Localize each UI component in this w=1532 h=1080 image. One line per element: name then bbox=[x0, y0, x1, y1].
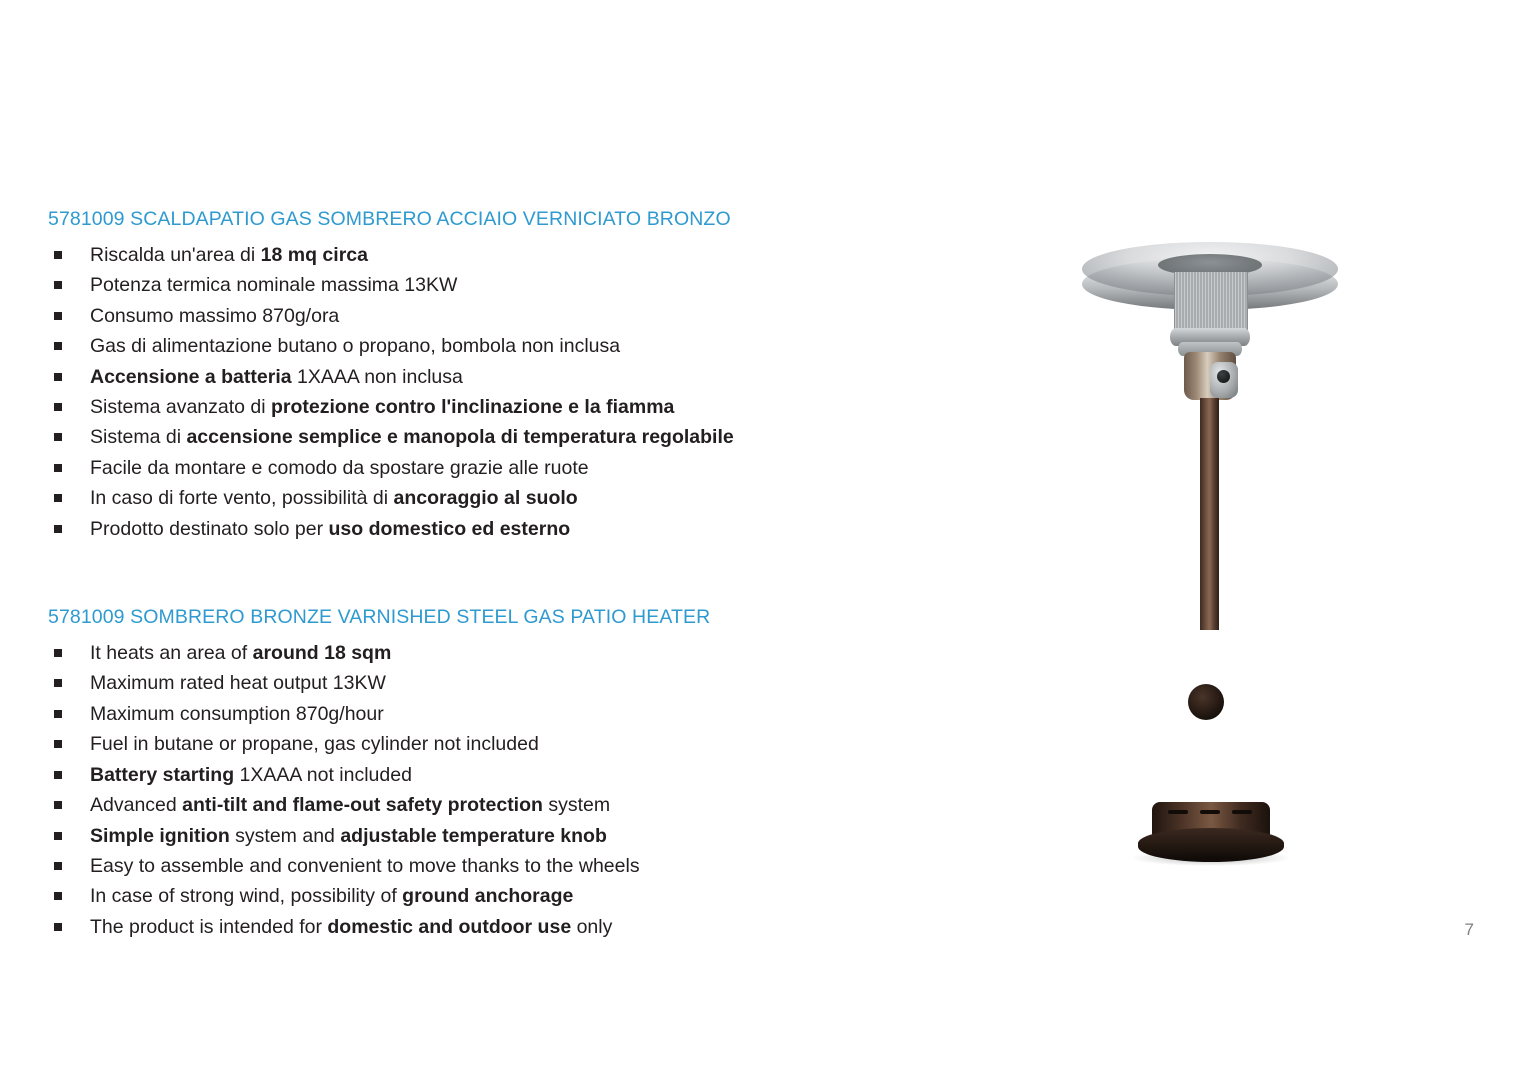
list-item-bold: uso domestico ed esterno bbox=[328, 517, 571, 540]
list-item bbox=[48, 270, 868, 300]
list-item bbox=[48, 362, 868, 392]
bullet-square-icon bbox=[54, 923, 62, 931]
list-item-text: Maximum rated heat output 13KW bbox=[90, 672, 386, 695]
list-item-text: Consumo massimo 870g/ora bbox=[90, 304, 340, 327]
list-item bbox=[48, 912, 868, 942]
list-item-text-tail: system bbox=[542, 794, 611, 817]
section-title-italian: 5781009 SCALDAPATIO GAS SOMBRERO ACCIAIO VERNICIATO BRONZO bbox=[48, 208, 731, 230]
list-item-text: The product is intended for bbox=[90, 915, 328, 938]
list-item-text-tail: 1XAAA not included bbox=[239, 763, 412, 786]
list-item-bold: Battery starting bbox=[90, 763, 240, 786]
list-item-text-tail: 1XAAA non inclusa bbox=[297, 365, 463, 388]
list-item-bold-tail: adjustable temperature knob bbox=[340, 824, 607, 847]
list-item-text: Sistema di bbox=[90, 426, 187, 449]
bullet-square-icon bbox=[54, 740, 62, 748]
section-italian bbox=[48, 208, 868, 544]
bullet-square-icon bbox=[54, 312, 62, 320]
bullet-square-icon bbox=[54, 771, 62, 779]
list-item-bold: Simple ignition bbox=[90, 824, 236, 847]
list-item bbox=[48, 331, 868, 361]
list-item bbox=[48, 514, 868, 544]
bullet-square-icon bbox=[54, 464, 62, 472]
list-item bbox=[48, 760, 868, 790]
feature-list-english bbox=[48, 638, 868, 942]
list-item bbox=[48, 821, 868, 851]
heater-vent-slot bbox=[1200, 810, 1220, 814]
bullet-square-icon bbox=[54, 679, 62, 687]
heater-vent-slot bbox=[1168, 810, 1188, 814]
list-item-text: Potenza termica nominale massima 13KW bbox=[90, 274, 458, 297]
text-column bbox=[48, 208, 868, 942]
list-item bbox=[48, 453, 868, 483]
list-item-text: In case of strong wind, possibility of bbox=[90, 885, 403, 908]
bullet-square-icon bbox=[54, 494, 62, 502]
heater-post bbox=[1200, 398, 1219, 630]
list-item bbox=[48, 699, 868, 729]
bullet-square-icon bbox=[54, 373, 62, 381]
list-item bbox=[48, 240, 868, 270]
heater-vent-slot bbox=[1232, 810, 1252, 814]
list-item bbox=[48, 729, 868, 759]
list-item-text-tail: system and bbox=[235, 824, 341, 847]
list-item-text: Easy to assemble and convenient to move thanks to the wheels bbox=[90, 854, 640, 877]
heater-tank-shell bbox=[1155, 618, 1267, 826]
bullet-square-icon bbox=[54, 433, 62, 441]
bullet-square-icon bbox=[54, 342, 62, 350]
list-item-bold: 18 mq circa bbox=[260, 244, 368, 266]
page-number: 7 bbox=[1464, 920, 1474, 939]
list-item-text: Facile da montare e comodo da spostare grazie alle ruote bbox=[90, 456, 589, 479]
list-item-bold: accensione semplice e manopola di temperatura regolabile bbox=[186, 426, 734, 449]
bullet-square-icon bbox=[54, 403, 62, 411]
bullet-square-icon bbox=[54, 281, 62, 289]
list-item-text: Riscalda un'area di bbox=[90, 244, 261, 266]
bullet-square-icon bbox=[54, 649, 62, 657]
bullet-square-icon bbox=[54, 525, 62, 533]
list-item bbox=[48, 851, 868, 881]
section-title-english: 5781009 SOMBRERO BRONZE VARNISHED STEEL GAS PATIO HEATER bbox=[48, 606, 711, 629]
section-english bbox=[48, 606, 868, 942]
list-item-bold: protezione contro l'inclinazione e la fiamma bbox=[271, 396, 675, 419]
list-item bbox=[48, 483, 868, 513]
list-item bbox=[48, 638, 868, 668]
heater-base-shadow bbox=[1132, 850, 1290, 866]
list-item-text: Advanced bbox=[90, 794, 183, 817]
list-item bbox=[48, 301, 868, 331]
product-image-patio-heater bbox=[1060, 232, 1360, 872]
list-item-bold: domestic and outdoor use bbox=[327, 915, 572, 938]
heater-access-hole bbox=[1188, 684, 1224, 720]
list-item-bold: Accensione a batteria bbox=[90, 365, 297, 388]
bullet-square-icon bbox=[54, 862, 62, 870]
heater-burner-screen bbox=[1174, 272, 1248, 334]
list-item-text: Gas di alimentazione butano o propano, bombola non inclusa bbox=[90, 335, 621, 358]
list-item-text: Prodotto destinato solo per bbox=[90, 517, 329, 540]
list-item-bold: ground anchorage bbox=[402, 885, 574, 908]
list-item bbox=[48, 881, 868, 911]
list-item-bold: anti-tilt and flame-out safety protection bbox=[182, 794, 543, 817]
list-item bbox=[48, 392, 868, 422]
bullet-square-icon bbox=[54, 801, 62, 809]
bullet-square-icon bbox=[54, 892, 62, 900]
list-item bbox=[48, 790, 868, 820]
bullet-square-icon bbox=[54, 832, 62, 840]
list-item-text: In caso di forte vento, possibilità di bbox=[90, 487, 394, 510]
list-item bbox=[48, 422, 868, 452]
list-item-text: It heats an area of bbox=[90, 642, 253, 665]
heater-control-knob bbox=[1217, 370, 1230, 383]
list-item-bold: around 18 sqm bbox=[252, 642, 392, 665]
bullet-square-icon bbox=[54, 251, 62, 259]
bullet-square-icon bbox=[54, 710, 62, 718]
list-item-text: Sistema avanzato di bbox=[90, 396, 272, 419]
feature-list-italian bbox=[48, 240, 868, 544]
list-item-text: Fuel in butane or propane, gas cylinder not included bbox=[90, 733, 539, 756]
list-item-text-tail: only bbox=[571, 915, 613, 938]
list-item bbox=[48, 668, 868, 698]
list-item-bold: ancoraggio al suolo bbox=[393, 487, 578, 510]
list-item-text: Maximum consumption 870g/hour bbox=[90, 702, 384, 725]
